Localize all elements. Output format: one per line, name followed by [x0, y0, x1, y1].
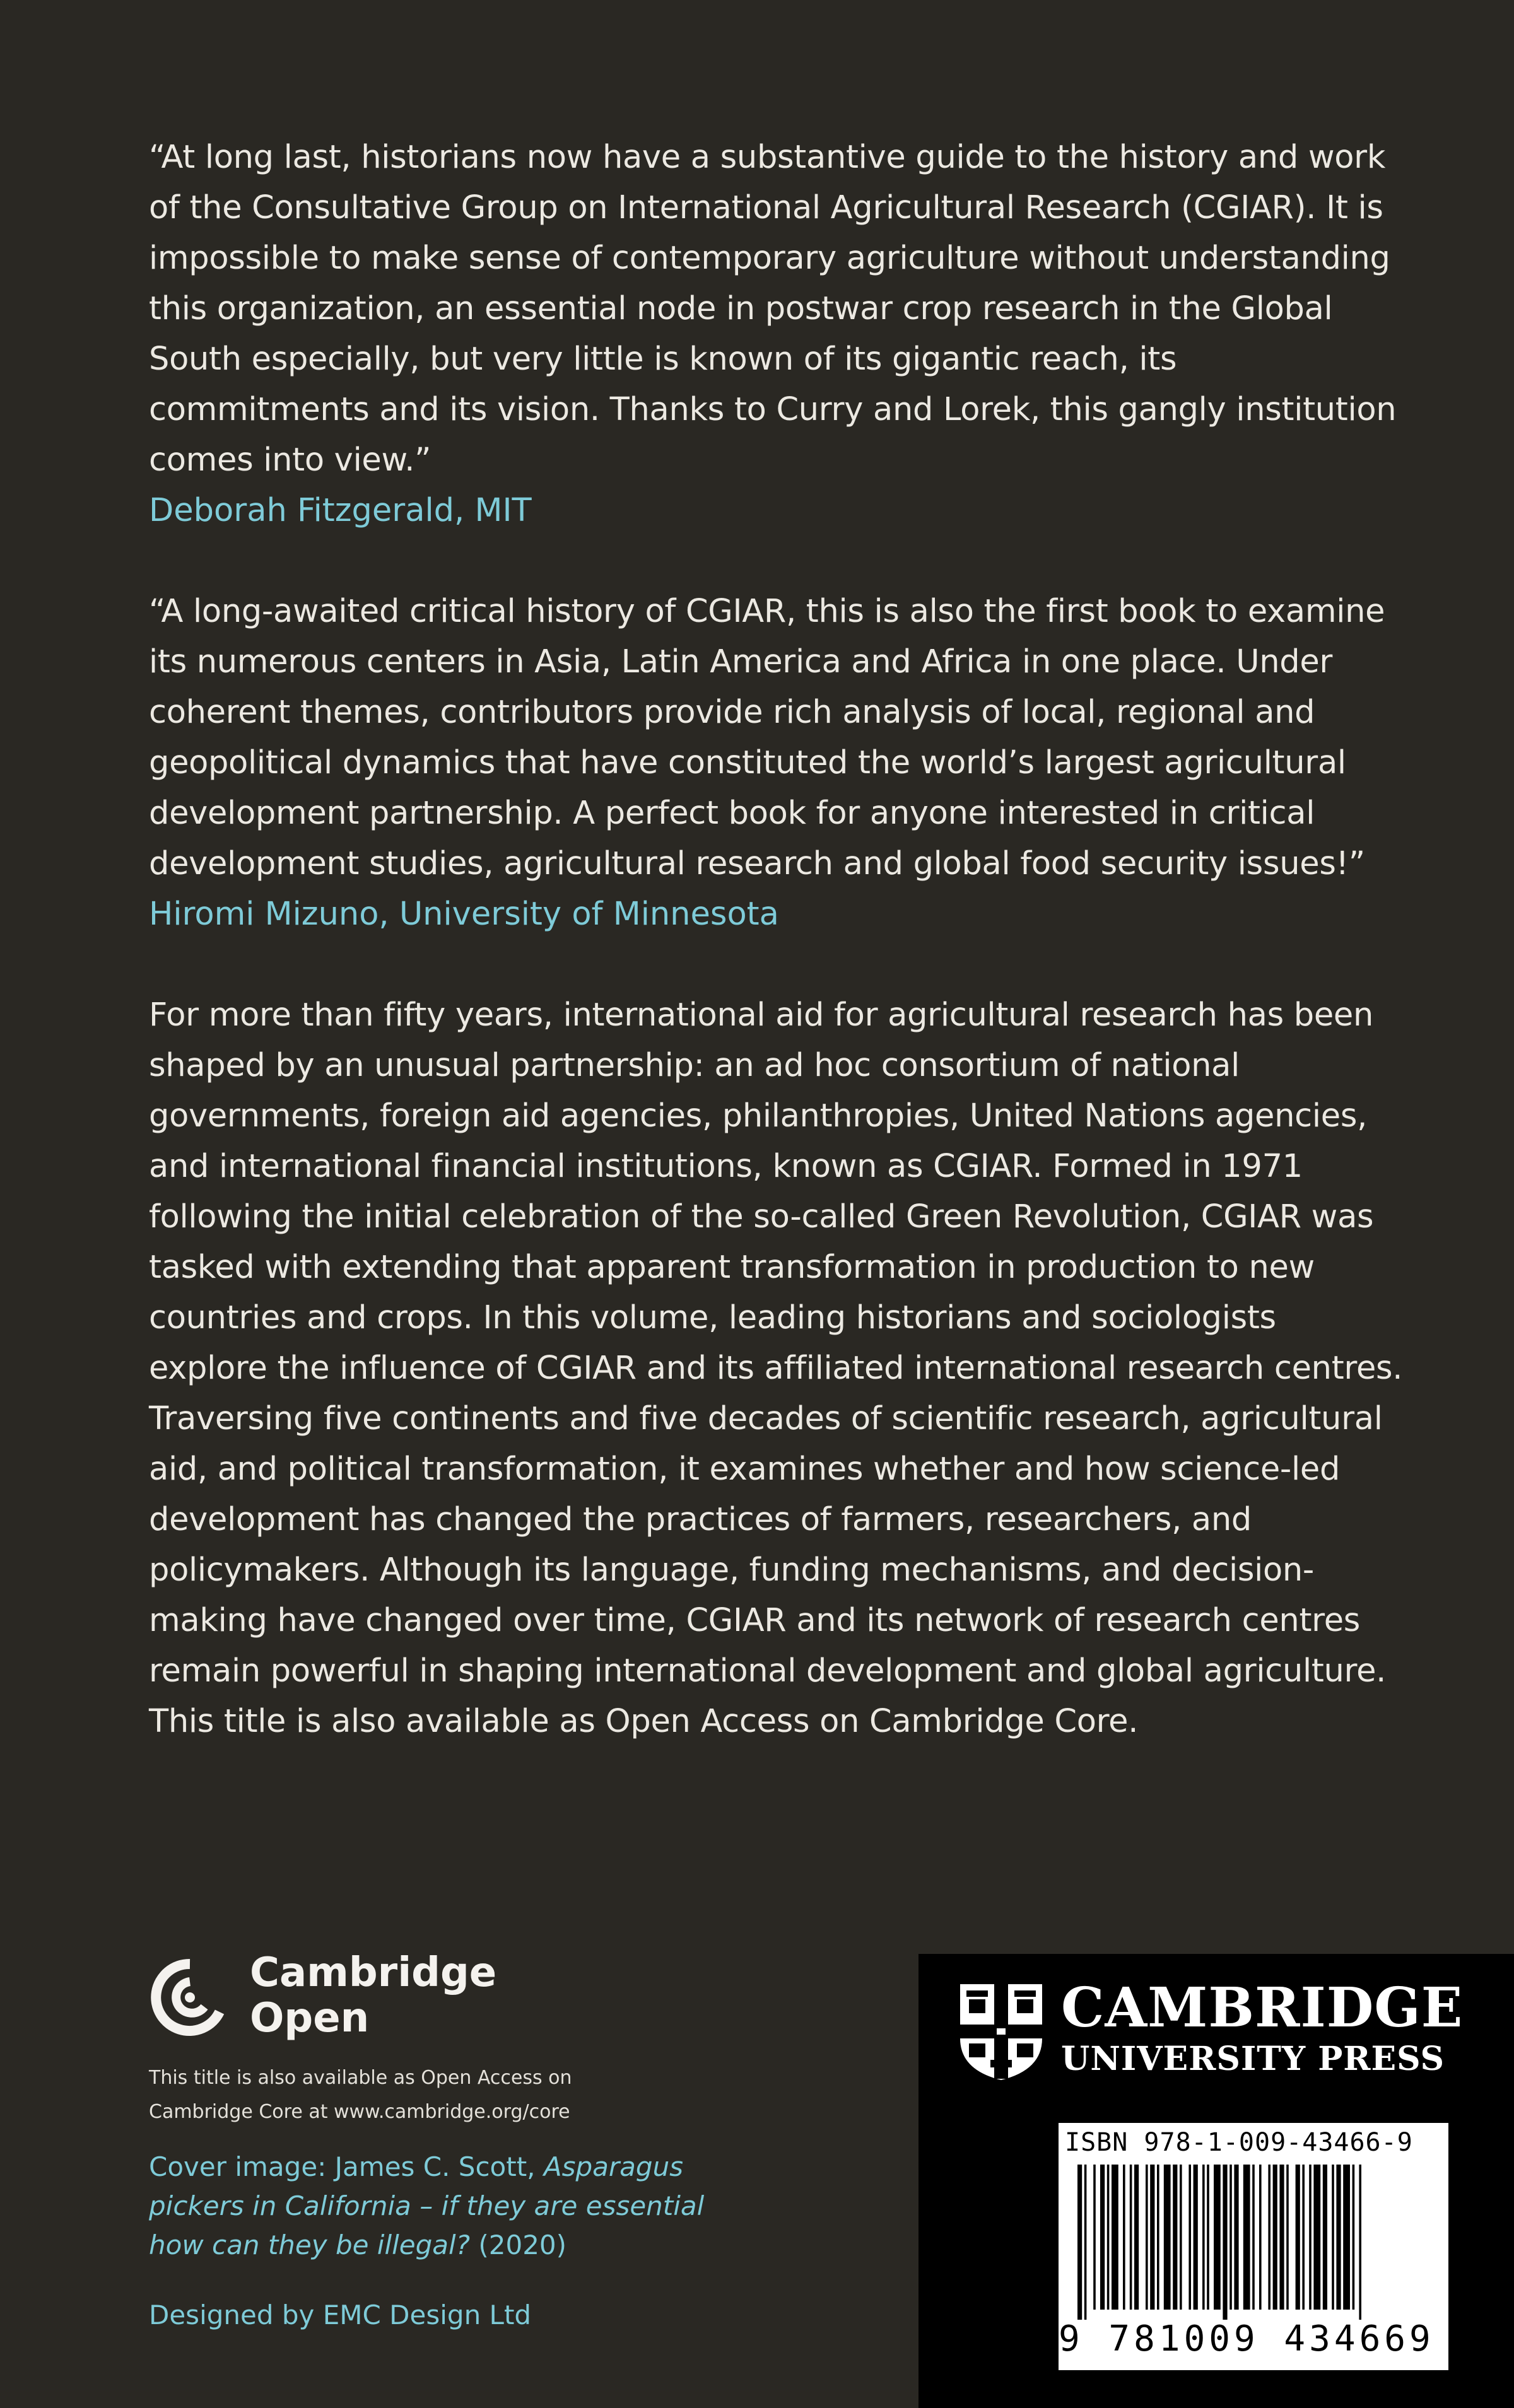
cover-credit-prefix: Cover image: James C. Scott,	[149, 2151, 544, 2182]
endorsement-quote-1: “At long last, historians now have a substantive guide to the history and work of the Consultative Group on International Agricultural Research (CGIAR). It is impossible to make sense of contemporary agriculture without understanding this organization, an essential node in postwar crop research in the Global South especially, but very little is known of its gigantic reach, its commitments and its vision. Thanks to Curry and Lorek, this gangly institution comes into view.”	[149, 139, 1397, 479]
open-access-notice-line2: Cambridge Core at www.cambridge.org/core	[149, 2101, 570, 2123]
endorsement-attribution-1: Deborah Fitzgerald, MIT	[149, 492, 532, 529]
open-access-notice	[149, 2061, 628, 2129]
barcode-bars	[1065, 2165, 1442, 2320]
barcode-digits: 9 781009 434669 >	[1059, 2318, 1485, 2359]
isbn-barcode	[1059, 2123, 1485, 2370]
cambridge-open-line1: Cambridge	[250, 1949, 497, 1996]
publisher-block	[918, 1954, 1514, 2408]
endorsement-quote-2: “A long-awaited critical history of CGIAR, this is also the first book to examine its numerous centers in Asia, Latin America and Africa in one place. Under coherent themes, contributors provide rich analysis of local, regional and geopolitical dynamics that have constituted the world’s largest agricultural development partnership. A perfect book for anyone interested in critical development studies, agricultural research and global food security issues!”	[149, 593, 1385, 882]
endorsement-attribution-2: Hiromi Mizuno, University of Minnesota	[149, 896, 779, 933]
cambridge-open-line2: Open	[250, 1995, 370, 2042]
designer-credit: Designed by EMC Design Ltd	[149, 2300, 532, 2330]
cambridge-crest-icon	[958, 1982, 1045, 2083]
cover-image-credit	[149, 2148, 717, 2265]
publisher-name-line1: CAMBRIDGE	[1061, 1976, 1464, 2040]
cambridge-open-icon	[149, 1956, 231, 2038]
cambridge-open-logo	[149, 1950, 502, 2051]
publisher-name-line2: UNIVERSITY PRESS	[1061, 2040, 1445, 2078]
publisher-name	[1061, 1978, 1463, 2080]
open-access-notice-line1: This title is also available as Open Access on	[149, 2067, 572, 2089]
cover-credit-artwork-title: Asparagus pickers in California – if they are essential how can they be illegal?	[149, 2151, 705, 2260]
isbn-label: ISBN 978-1-009-43466-9	[1065, 2128, 1413, 2157]
cover-credit-year: (2020)	[470, 2230, 567, 2260]
back-cover-text	[149, 132, 1404, 1747]
book-description: For more than fifty years, international aid for agricultural research has been shaped by an unusual partnership: an ad hoc consortium of national governments, foreign aid agencies, philanthropies, United Nations agencies, and international financial institutions, known as CGIAR. Formed in 1971 following the initial celebration of the so-called Green Revolution, CGIAR was tasked with extending that apparent transformation in production to new countries and crops. In this volume, leading historians and sociologists explore the influence of CGIAR and its affiliated international research centres. Traversing five continents and five decades of scientific research, agricultural aid, and political transformation, it examines whether and how science-led development has changed the practices of farmers, researchers, and policymakers. Although its language, funding mechanisms, and decision-making have changed over time, CGIAR and its network of research centres remain powerful in shaping international development and global agriculture. This title is also available as Open Access on Cambridge Core.	[149, 997, 1403, 1740]
